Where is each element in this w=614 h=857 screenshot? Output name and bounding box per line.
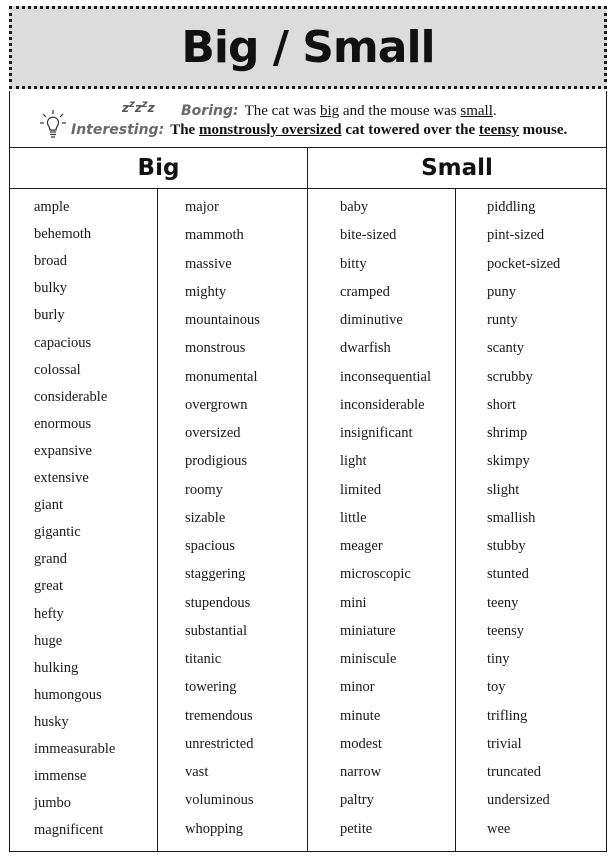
list-item: burly bbox=[34, 307, 65, 324]
list-item: inconsiderable bbox=[340, 396, 425, 413]
list-item: short bbox=[487, 396, 516, 413]
list-item: voluminous bbox=[185, 792, 254, 809]
list-item: expansive bbox=[34, 442, 92, 459]
big-words-column-2 bbox=[158, 189, 308, 851]
list-item: grand bbox=[34, 551, 68, 568]
list-item: minute bbox=[340, 707, 381, 724]
table-header bbox=[10, 148, 606, 189]
list-item: skimpy bbox=[487, 453, 530, 470]
example-word-small: small bbox=[460, 103, 493, 119]
list-item: unrestricted bbox=[185, 735, 254, 752]
list-item: light bbox=[340, 453, 367, 470]
list-item: undersized bbox=[487, 792, 550, 809]
list-item: magnificent bbox=[34, 822, 104, 839]
list-item: little bbox=[340, 509, 367, 526]
interesting-example bbox=[71, 122, 567, 139]
list-item: meager bbox=[340, 538, 383, 554]
list-item: bite-sized bbox=[340, 227, 397, 244]
list-item: humongous bbox=[34, 686, 102, 703]
list-item: stupendous bbox=[185, 594, 251, 611]
list-item: modest bbox=[340, 735, 382, 752]
list-item: overgrown bbox=[185, 396, 248, 413]
list-item: paltry bbox=[340, 792, 374, 809]
list-item: tiny bbox=[487, 651, 510, 667]
list-item: ample bbox=[34, 199, 70, 215]
list-item: scrubby bbox=[487, 368, 533, 385]
list-item: dwarfish bbox=[340, 340, 391, 357]
list-item: huge bbox=[34, 632, 63, 649]
list-item: cramped bbox=[340, 283, 390, 300]
list-item: tremendous bbox=[185, 707, 253, 724]
list-item: runty bbox=[487, 312, 518, 328]
list-item: scanty bbox=[487, 340, 525, 357]
list-item: diminutive bbox=[340, 312, 403, 328]
list-item: miniature bbox=[340, 622, 396, 639]
list-item: baby bbox=[340, 199, 369, 215]
list-item: insignificant bbox=[340, 425, 413, 441]
list-item: teensy bbox=[487, 622, 525, 639]
list-item: piddling bbox=[487, 199, 536, 215]
list-item: stunted bbox=[487, 566, 529, 583]
list-item: spacious bbox=[185, 538, 235, 554]
list-item: teeny bbox=[487, 594, 519, 611]
list-item: bulky bbox=[34, 280, 68, 297]
list-item: miniscule bbox=[340, 651, 397, 667]
list-item: towering bbox=[185, 679, 237, 696]
list-item: limited bbox=[340, 481, 382, 498]
list-item: broad bbox=[34, 253, 68, 270]
list-item: vast bbox=[185, 764, 209, 780]
list-item: substantial bbox=[185, 622, 248, 639]
list-item: mini bbox=[340, 594, 367, 611]
list-item: titanic bbox=[185, 651, 222, 667]
list-item: monstrous bbox=[185, 340, 246, 357]
list-item: shrimp bbox=[487, 425, 528, 441]
list-item: great bbox=[34, 578, 63, 595]
example-word-big: monstrously oversized bbox=[198, 122, 342, 138]
list-item: slight bbox=[487, 481, 520, 498]
list-item: pocket-sized bbox=[487, 255, 561, 272]
list-item: mammoth bbox=[185, 227, 244, 244]
list-item: smallish bbox=[487, 509, 536, 526]
list-item: monumental bbox=[185, 368, 258, 385]
list-item: minor bbox=[340, 679, 375, 696]
example-text: The bbox=[170, 122, 199, 138]
example-word-small: teensy bbox=[478, 122, 519, 138]
boring-label: Boring: bbox=[181, 103, 239, 119]
example-text: mouse. bbox=[518, 122, 568, 138]
list-item: gigantic bbox=[34, 524, 81, 541]
list-item: toy bbox=[487, 679, 506, 696]
list-item: major bbox=[185, 199, 219, 215]
list-item: trifling bbox=[487, 707, 528, 724]
example-text: . bbox=[492, 103, 497, 119]
boring-example bbox=[181, 103, 497, 120]
list-item: inconsequential bbox=[340, 368, 432, 385]
list-item: whopping bbox=[185, 820, 243, 837]
list-item: trivial bbox=[487, 735, 522, 752]
word-table bbox=[9, 147, 607, 852]
list-item: oversized bbox=[185, 425, 241, 441]
list-item: extensive bbox=[34, 470, 89, 486]
small-words-column-1 bbox=[308, 189, 456, 851]
list-item: staggering bbox=[185, 566, 246, 583]
example-word-big: big bbox=[319, 103, 340, 119]
list-item: jumbo bbox=[34, 795, 72, 812]
example-text: cat towered over the bbox=[341, 122, 479, 138]
header-big: Big bbox=[10, 148, 308, 188]
example-sentences bbox=[9, 91, 607, 147]
list-item: wee bbox=[487, 820, 511, 837]
list-item: prodigious bbox=[185, 453, 248, 470]
list-item: enormous bbox=[34, 415, 92, 432]
list-item: hefty bbox=[34, 605, 64, 622]
list-item: narrow bbox=[340, 764, 382, 780]
list-item: massive bbox=[185, 255, 232, 272]
list-item: husky bbox=[34, 713, 69, 730]
interesting-label: Interesting: bbox=[71, 122, 165, 138]
list-item: considerable bbox=[34, 388, 108, 405]
list-item: microscopic bbox=[340, 566, 411, 583]
lightbulb-icon bbox=[40, 109, 66, 141]
list-item: immeasurable bbox=[34, 741, 116, 757]
list-item: stubby bbox=[487, 538, 526, 554]
list-item: roomy bbox=[185, 481, 223, 498]
list-item: hulking bbox=[34, 659, 79, 676]
header-small: Small bbox=[421, 155, 493, 181]
list-item: behemoth bbox=[34, 226, 92, 243]
page-title: Big / Small bbox=[181, 22, 435, 73]
list-item: capacious bbox=[34, 334, 92, 351]
list-item: petite bbox=[340, 820, 373, 837]
list-item: mighty bbox=[185, 283, 227, 300]
title-banner bbox=[9, 6, 607, 89]
example-text: The cat was bbox=[244, 103, 320, 119]
example-text: and the mouse was bbox=[339, 103, 461, 119]
big-words-column-1 bbox=[10, 189, 158, 851]
zzz-icon: $z^zz^zz$ bbox=[122, 99, 155, 115]
list-item: giant bbox=[34, 497, 63, 514]
list-item: pint-sized bbox=[487, 227, 545, 244]
list-item: bitty bbox=[340, 255, 367, 272]
list-item: sizable bbox=[185, 509, 226, 526]
small-words-column-2 bbox=[456, 189, 606, 851]
list-item: mountainous bbox=[185, 312, 260, 328]
list-item: immense bbox=[34, 768, 87, 785]
list-item: colossal bbox=[34, 361, 81, 378]
list-item: puny bbox=[487, 283, 516, 300]
list-item: truncated bbox=[487, 764, 541, 780]
